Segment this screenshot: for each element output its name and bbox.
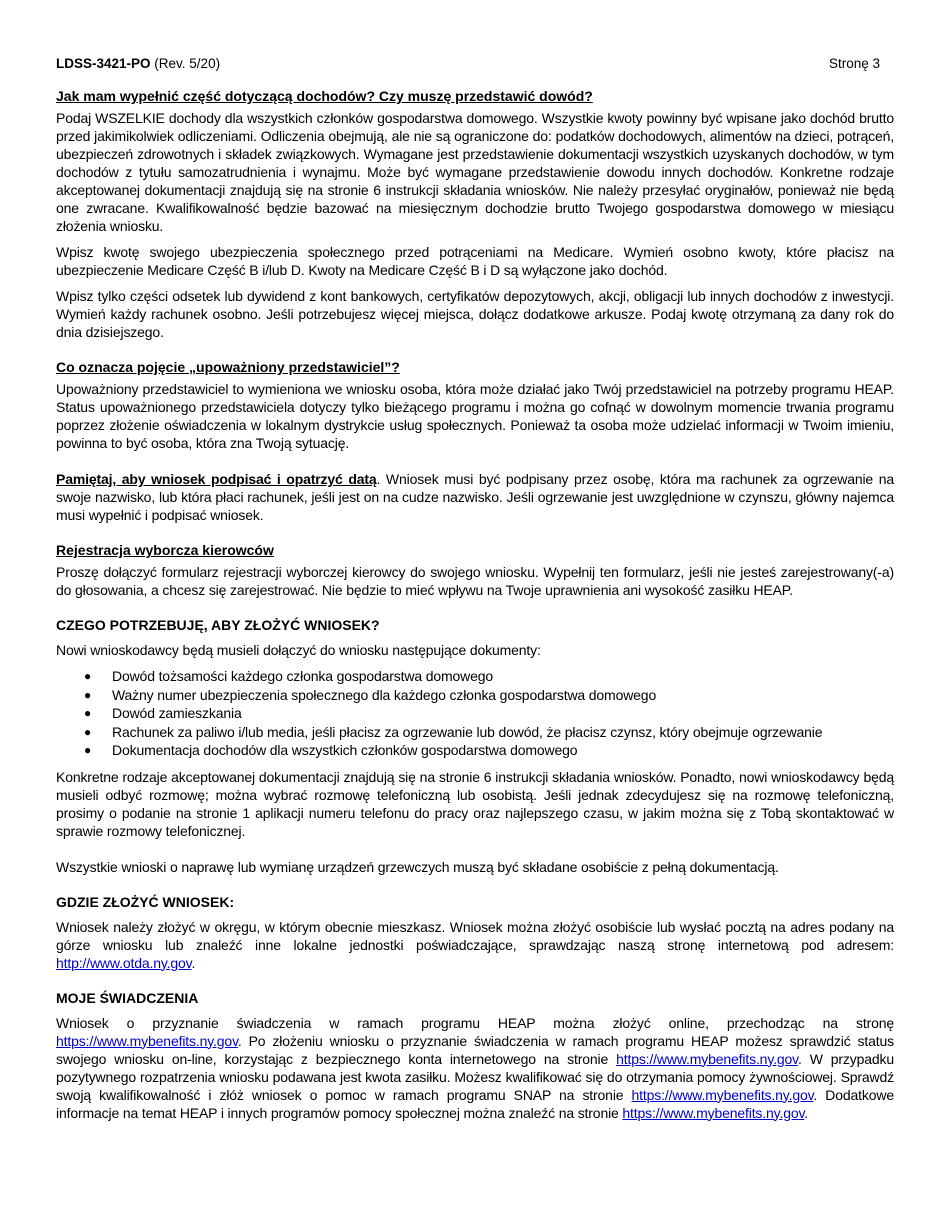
where-paragraph: Wniosek należy złożyć w okręgu, w którym obecnie mieszkasz. Wniosek można złożyć osobiście lub wysłać pocztą na adres podany na górze wniosku lub znaleźć inne lokalne jednostki poświadczające, sprawdzając naszą stronę internetową pod adresem: http://www.otda.ny.gov. (56, 918, 894, 971)
bullet-icon: ● (84, 724, 92, 739)
mybenefits-link[interactable]: https://www.mybenefits.ny.gov (56, 1032, 238, 1049)
page-header (56, 56, 894, 71)
page-number: Stronę 3 (828, 56, 880, 71)
income-paragraph-3: Wpisz tylko części odsetek lub dywidend z kont bankowych, certyfikatów depozytowych, akcji, obligacji lub innych dochodów z inwestycji. Wymień każdy rachunek osobno. Jeśli potrzebujesz więcej miejsca, dołącz dodatkowe arkusze. Podaj kwotę otrzymaną za dany rok do dnia dzisiejszego. (56, 288, 894, 340)
need-heading: CZEGO POTRZEBUJĘ, ABY ZŁOŻYĆ WNIOSEK? (56, 617, 380, 633)
need-paragraph-3: Wszystkie wnioski o naprawę lub wymianę urządzeń grzewczych muszą być składane osobiście z pełną dokumentacją. (56, 858, 779, 875)
form-revision: (Rev. 5/20) (150, 56, 221, 71)
sign-paragraph (56, 470, 894, 524)
list-item: ● Rachunek za paliwo i/lub media, jeśli płacisz za ogrzewanie lub dowód, że płacisz czynsz, który obejmuje ogrzewanie (84, 723, 823, 740)
voter-heading: Rejestracja wyborcza kierowców (56, 542, 274, 558)
representative-heading: Co oznacza pojęcie „upoważniony przedstawiciel”? (56, 359, 400, 375)
document-page (56, 56, 894, 1130)
need-paragraph-2: Konkretne rodzaje akceptowanej dokumentacji znajdują się na stronie 6 instrukcji składania wniosków. Ponadto, nowi wnioskodawcy będą musieli odbyć rozmowę; można wybrać rozmowę telefoniczną lub osobistą. Jeśli jednak zdecydujesz się na rozmowę telefoniczną, prosimy o podanie na stronie 1 aplikacji numeru telefonu do pracy oraz najlepszego czasu, w jakim można się z Tobą skontaktować w sprawie rozmowy telefonicznej. (56, 768, 894, 839)
required-documents-list (56, 667, 894, 760)
bullet-icon: ● (84, 669, 92, 683)
list-item: ● Dokumentacja dochodów dla wszystkich członków gospodarstwa domowego (84, 742, 578, 758)
benefits-heading: MOJE ŚWIADCZENIA (56, 989, 199, 1006)
mybenefits-link[interactable]: https://www.mybenefits.ny.gov (631, 1086, 814, 1103)
sign-rest: . Wniosek musi być podpisany przez osobę, która ma rachunek za ogrzewanie na swoje nazwisko, lub która płaci rachunek, jeśli jest on na cudze nazwisko. Jeśli ogrzewanie jest uwzględnione w czynszu, główny najemca musi wypełnić i podpisać wniosek. (56, 471, 894, 523)
list-item: ● Ważny numer ubezpieczenia społecznego dla każdego członka gospodarstwa domowego (84, 686, 657, 703)
form-id: LDSS-3421-PO (56, 56, 151, 71)
otda-link[interactable]: http://www.otda.ny.gov (56, 954, 192, 971)
list-item: ● Dowód tożsamości każdego członka gospodarstwa domowego (84, 668, 494, 684)
bullet-icon: ● (84, 706, 92, 720)
benefits-paragraph: Wniosek o przyznanie świadczenia w ramach programu HEAP można złożyć online, przechodząc na stronę https://www.mybenefits.ny.gov. Po złożeniu wniosku o przyznanie świadczenia w ramach programu HEAP możesz sprawdzić status swojego wniosku on-line, korzystając z bezpiecznego konta internetowego na stronie https://www.mybenefits.ny.gov. W przypadku pozytywnego rozpatrzenia wniosku podawana jest kwota zasiłku. Możesz kwalifikować się do otrzymania pomocy żywnościowej. Sprawdź swoją kwalifikowalność i złóż wniosek o pomoc w ramach programu SNAP na stronie https://www.mybenefits.ny.gov. Dodatkowe informacje na temat HEAP i innych programów pomocy społecznej można znaleźć na stronie https://www.mybenefits.ny.gov. (56, 1014, 894, 1121)
bullet-icon: ● (84, 743, 92, 757)
mybenefits-link[interactable]: https://www.mybenefits.ny.gov (616, 1050, 798, 1067)
where-heading: GDZIE ZŁOŻYĆ WNIOSEK: (56, 893, 235, 910)
income-paragraph-1: Podaj WSZELKIE dochody dla wszystkich członków gospodarstwa domowego. Wszystkie kwoty powinny być wpisane jako dochód brutto przed jakimikolwiek odliczeniami. Odliczenia obejmują, ale nie są ograniczone do: podatków dochodowych, alimentów na dzieci, potrąceń, ubezpieczeń zdrowotnych i składek związkowych. Wymagane jest przedstawienie dokumentacji wszystkich uzyskanych dochodów, w tym dochodów z tytułu samozatrudnienia i wynajmu. Może być wymagane przedstawienie dowodu innych dochodów. Konkretne rodzaje akceptowanej dokumentacji znajdują się na stronie 6 instrukcji składania wniosków. Nie należy przesyłać oryginałów, ponieważ nie będą one zwracane. Kwalifikowalność będzie bazować na miesięcznym dochodzie brutto Twojego gospodarstwa domowego w miesiącu złożenia wniosku. (56, 110, 894, 234)
mybenefits-link[interactable]: https://www.mybenefits.ny.gov (622, 1104, 805, 1121)
need-intro: Nowi wnioskodawcy będą musieli dołączyć do wniosku następujące dokumenty: (56, 642, 541, 658)
representative-paragraph: Upoważniony przedstawiciel to wymieniona we wniosku osoba, która może działać jako Twój przedstawiciel na potrzeby programu HEAP. Status upoważnionego przedstawiciela dotyczy tylko bieżącego programu i można go cofnąć w dowolnym momencie trwania programu poprzez złożenie oświadczenia w lokalnym dystrykcie usług społecznych. Ponieważ ta osoba może udzielać informacji w Twoim imieniu, powinna to być osoba, która zna Twoją sytuację. (56, 381, 894, 451)
income-heading: Jak mam wypełnić część dotyczącą dochodów? Czy muszę przedstawić dowód? (56, 88, 593, 104)
voter-paragraph: Proszę dołączyć formularz rejestracji wyborczej kierowcy do swojego wniosku. Wypełnij ten formularz, jeśli nie jesteś zarejestrowany(-a) do głosowania, a chcesz się zarejestrować. Nie będzie to mieć wpływu na Twoje uprawnienia ani wysokość zasiłku HEAP. (56, 564, 894, 598)
bullet-icon: ● (84, 687, 92, 702)
list-item: ● Dowód zamieszkania (84, 705, 242, 721)
form-identifier (56, 56, 220, 71)
income-paragraph-2: Wpisz kwotę swojego ubezpieczenia społecznego przed potrąceniami na Medicare. Wymień osobno kwoty, które płacisz na ubezpieczenie Medicare Część B i/lub D. Kwoty na Medicare Część B i D są wyłączone jako dochód. (56, 244, 894, 278)
sign-lead: Pamiętaj, aby wniosek podpisać i opatrzyć datą (56, 471, 377, 487)
